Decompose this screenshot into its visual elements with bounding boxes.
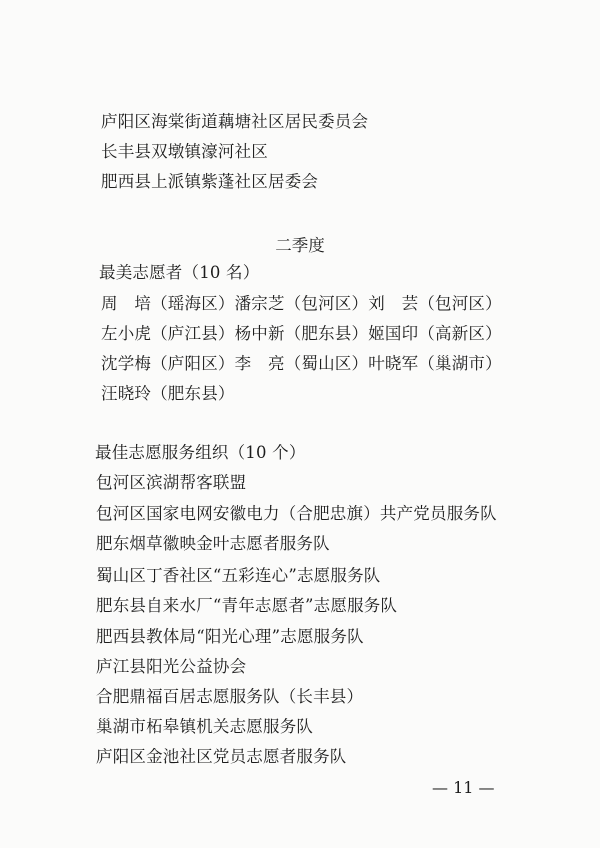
community-item: 长丰县双墩镇濠河社区 bbox=[101, 142, 268, 161]
volunteer-row: 左小虎（庐江县）杨中新（肥东县）姬国印（高新区） bbox=[101, 324, 502, 343]
organization-item: 包河区国家电网安徽电力（合肥忠旗）共产党员服务队 bbox=[96, 504, 497, 523]
organization-item: 巢湖市柘皋镇机关志愿服务队 bbox=[96, 717, 314, 736]
organization-item: 庐江县阳光公益协会 bbox=[96, 657, 247, 676]
volunteer-row: 周 培（瑶海区）潘宗芝（包河区）刘 芸（包河区） bbox=[101, 294, 502, 313]
organization-item: 蜀山区丁香社区“五彩连心”志愿服务队 bbox=[96, 566, 381, 585]
community-item: 肥西县上派镇紫蓬社区居委会 bbox=[101, 172, 319, 191]
organization-item: 包河区滨湖帮客联盟 bbox=[96, 473, 247, 492]
volunteer-row: 汪晓玲（肥东县） bbox=[101, 384, 235, 403]
organization-item: 肥东烟草徽映金叶志愿者服务队 bbox=[96, 534, 330, 553]
volunteers-heading: 最美志愿者（10 名） bbox=[99, 263, 260, 282]
page-number: — 11 — bbox=[432, 778, 495, 797]
organizations-heading: 最佳志愿服务组织（10 个） bbox=[95, 443, 306, 462]
community-item: 庐阳区海棠街道藕塘社区居民委员会 bbox=[101, 112, 369, 131]
organization-item: 庐阳区金池社区党员志愿者服务队 bbox=[96, 747, 347, 766]
organization-item: 肥西县教体局“阳光心理”志愿服务队 bbox=[96, 627, 364, 646]
organization-item: 肥东县自来水厂“青年志愿者”志愿服务队 bbox=[96, 596, 398, 615]
volunteer-row: 沈学梅（庐阳区）李 亮（蜀山区）叶晓军（巢湖市） bbox=[101, 354, 502, 373]
organization-item: 合肥鼎福百居志愿服务队（长丰县） bbox=[96, 687, 364, 706]
season-title: 二季度 bbox=[275, 236, 325, 255]
